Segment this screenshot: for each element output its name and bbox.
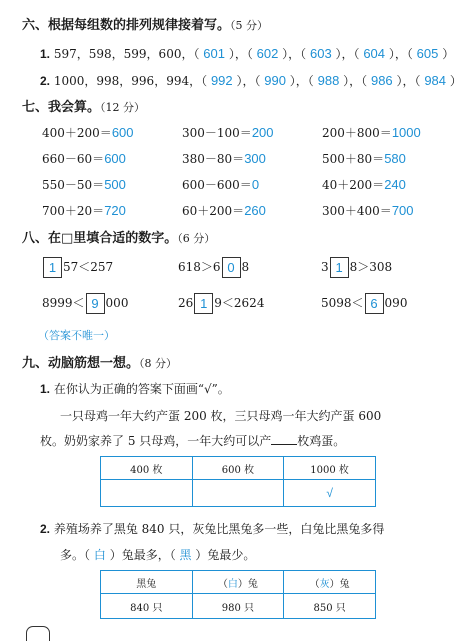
section-points: （6 分） (177, 232, 216, 245)
expr-suffix: 000 (105, 296, 129, 310)
calc-answer: 700 (391, 203, 414, 218)
fill-digit-item (42, 293, 128, 314)
item-number: 2. (40, 74, 51, 88)
table-cell (192, 480, 284, 507)
answer: 603 (309, 46, 332, 61)
page-number-tab (26, 626, 50, 641)
expr-prefix: 618＞6 (178, 260, 221, 274)
expr-suffix: 090 (384, 296, 408, 310)
section-9-heading (22, 352, 177, 371)
section-title: 九、动脑筋想一想。 (22, 356, 140, 371)
answer: 601 (203, 46, 225, 61)
section-title: 八、在□里填合适的数字。 (22, 231, 178, 246)
calc-answer: 260 (244, 203, 266, 218)
sequence-given: 597，598，599，600， (53, 47, 194, 61)
answer: 986 (370, 73, 393, 88)
table-row (101, 594, 376, 619)
calc-question: 700＋20＝ (42, 204, 105, 218)
section-8-heading (22, 227, 215, 246)
digit-box: 0 (222, 257, 241, 278)
text: ）兔 (329, 578, 350, 590)
table-cell (101, 480, 193, 507)
calc-answer: 720 (104, 203, 126, 218)
calc-answer: 1000 (391, 125, 421, 140)
calc-question: 550－50＝ (42, 178, 105, 192)
table-header-cell: 黑兔 (101, 571, 193, 594)
q2-text-line-2 (60, 546, 255, 563)
section-points: （12 分） (100, 101, 146, 114)
instruction-text: 在你认为正确的答案下面画“√”。 (53, 382, 230, 396)
calc-item (182, 176, 259, 193)
section-points: （8 分） (139, 357, 178, 370)
answer: 604 (363, 46, 386, 61)
calc-answer: 0 (251, 177, 260, 192)
calc-item (322, 176, 406, 193)
text: （ (309, 578, 320, 590)
q1-text-line-1: 一只母鸡一年大约产蛋 200 枚，三只母鸡一年大约产蛋 600 (60, 409, 382, 423)
digit-box: 1 (43, 257, 62, 278)
fill-digit-item (321, 257, 392, 278)
answer: 992 (210, 73, 233, 88)
digit-box: 1 (194, 293, 213, 314)
text: （ (217, 578, 228, 590)
answer: 988 (317, 73, 340, 88)
text: 养殖场养了黑兔 840 只，灰兔比黑兔多一些，白兔比黑兔多得 (53, 522, 385, 536)
answer: 灰 (319, 578, 330, 590)
calc-item (42, 176, 126, 193)
calc-answer: 200 (251, 125, 274, 140)
calc-answer: 600 (104, 151, 126, 166)
calc-item (42, 124, 134, 141)
calc-question: 660－60＝ (42, 152, 105, 166)
calc-item (322, 124, 421, 141)
calc-item (42, 150, 126, 167)
answer: 白 (93, 548, 106, 562)
table-header-cell: 400 枚 (101, 457, 193, 480)
q1-text-line-2 (40, 432, 345, 449)
section-points: （5 分） (230, 19, 269, 32)
digit-box: 6 (365, 293, 384, 314)
q2-rabbit-table (100, 570, 376, 619)
calc-answer: 600 (111, 125, 134, 140)
text: 枚鸡蛋。 (297, 434, 346, 448)
calc-item (182, 150, 266, 167)
table-row (101, 480, 376, 507)
answer: 602 (256, 46, 279, 61)
fill-digit-item (178, 293, 264, 314)
expr-prefix: 3 (321, 260, 329, 274)
item-number: 2. (40, 522, 51, 536)
calc-question: 40＋200＝ (322, 178, 385, 192)
calc-answer: 500 (104, 177, 126, 192)
text: ）兔最少。 (195, 548, 256, 562)
answer-note: （答案不唯一） (38, 329, 115, 342)
table-cell: 850 只 (284, 594, 376, 619)
table-header-cell: 600 枚 (192, 457, 284, 480)
calc-question: 380－80＝ (182, 152, 245, 166)
sequence-given: 1000，998，996，994， (53, 74, 202, 88)
item-number: 1. (40, 382, 51, 396)
calc-item (182, 124, 274, 141)
calc-question: 60＋200＝ (182, 204, 245, 218)
answer: 白 (227, 578, 238, 590)
calc-question: 500＋80＝ (322, 152, 385, 166)
calc-answer: 240 (384, 177, 406, 192)
table-cell: 840 只 (101, 594, 193, 619)
calc-answer: 300 (244, 151, 266, 166)
item-number: 1. (40, 47, 51, 61)
text: 多。（ (60, 548, 91, 562)
expr-prefix: 5098＜ (321, 296, 364, 310)
section-6-heading (22, 14, 268, 33)
q1-instruction (40, 380, 230, 397)
expr-suffix: 8＞308 (349, 260, 393, 274)
text: 枚。奶奶家养了 5 只母鸡，一年大约可以产 (40, 434, 272, 448)
section-title: 七、我会算。 (22, 100, 101, 115)
calc-item (322, 150, 406, 167)
sequence-row-2: 2. 1000，998，996，994，（ 992 ），（ 990 ），（ 988 ），（ 986 ），（ 984 ） (40, 73, 462, 88)
calc-item (42, 202, 126, 219)
expr-suffix: 9＜2624 (214, 296, 265, 310)
table-header-cell (284, 571, 376, 594)
q1-options-table (100, 456, 376, 507)
answer: 黑 (179, 548, 192, 562)
table-cell: 980 只 (192, 594, 284, 619)
calc-question: 300＋400＝ (322, 204, 392, 218)
calc-question: 200＋800＝ (322, 126, 392, 140)
q2-text-line-1 (40, 520, 384, 537)
answer: 605 (416, 46, 439, 61)
text: ）兔最多，（ (109, 548, 176, 562)
table-row (101, 457, 376, 480)
fill-digit-item (321, 293, 407, 314)
calc-question: 400＋200＝ (42, 126, 112, 140)
fill-digit-item (178, 257, 249, 278)
answer-blank (271, 432, 297, 445)
sequence-row-1: 1. 597，598，599，600，（ 601 ），（ 602 ），（ 603 ），（ 604 ），（ 605 ） (40, 46, 455, 61)
section-7-heading (22, 96, 145, 115)
expr-prefix: 8999＜ (42, 296, 85, 310)
table-row (101, 571, 376, 594)
calc-question: 300－100＝ (182, 126, 252, 140)
calc-answer: 580 (384, 151, 406, 166)
section-title: 六、根据每组数的排列规律接着写。 (22, 18, 231, 33)
expr-suffix: 57＜257 (63, 260, 114, 274)
digit-box: 1 (330, 257, 349, 278)
expr-suffix: 8 (241, 260, 250, 274)
calc-item (182, 202, 266, 219)
answer: 990 (264, 73, 286, 88)
check-mark: √ (284, 480, 376, 507)
answer: 984 (424, 73, 447, 88)
calc-question: 600－600＝ (182, 178, 252, 192)
calc-item (322, 202, 414, 219)
table-header-cell (192, 571, 284, 594)
text: ）兔 (237, 578, 258, 590)
expr-prefix: 26 (178, 296, 194, 310)
digit-box: 9 (86, 293, 105, 314)
fill-digit-item (42, 257, 113, 278)
table-header-cell: 1000 枚 (284, 457, 376, 480)
